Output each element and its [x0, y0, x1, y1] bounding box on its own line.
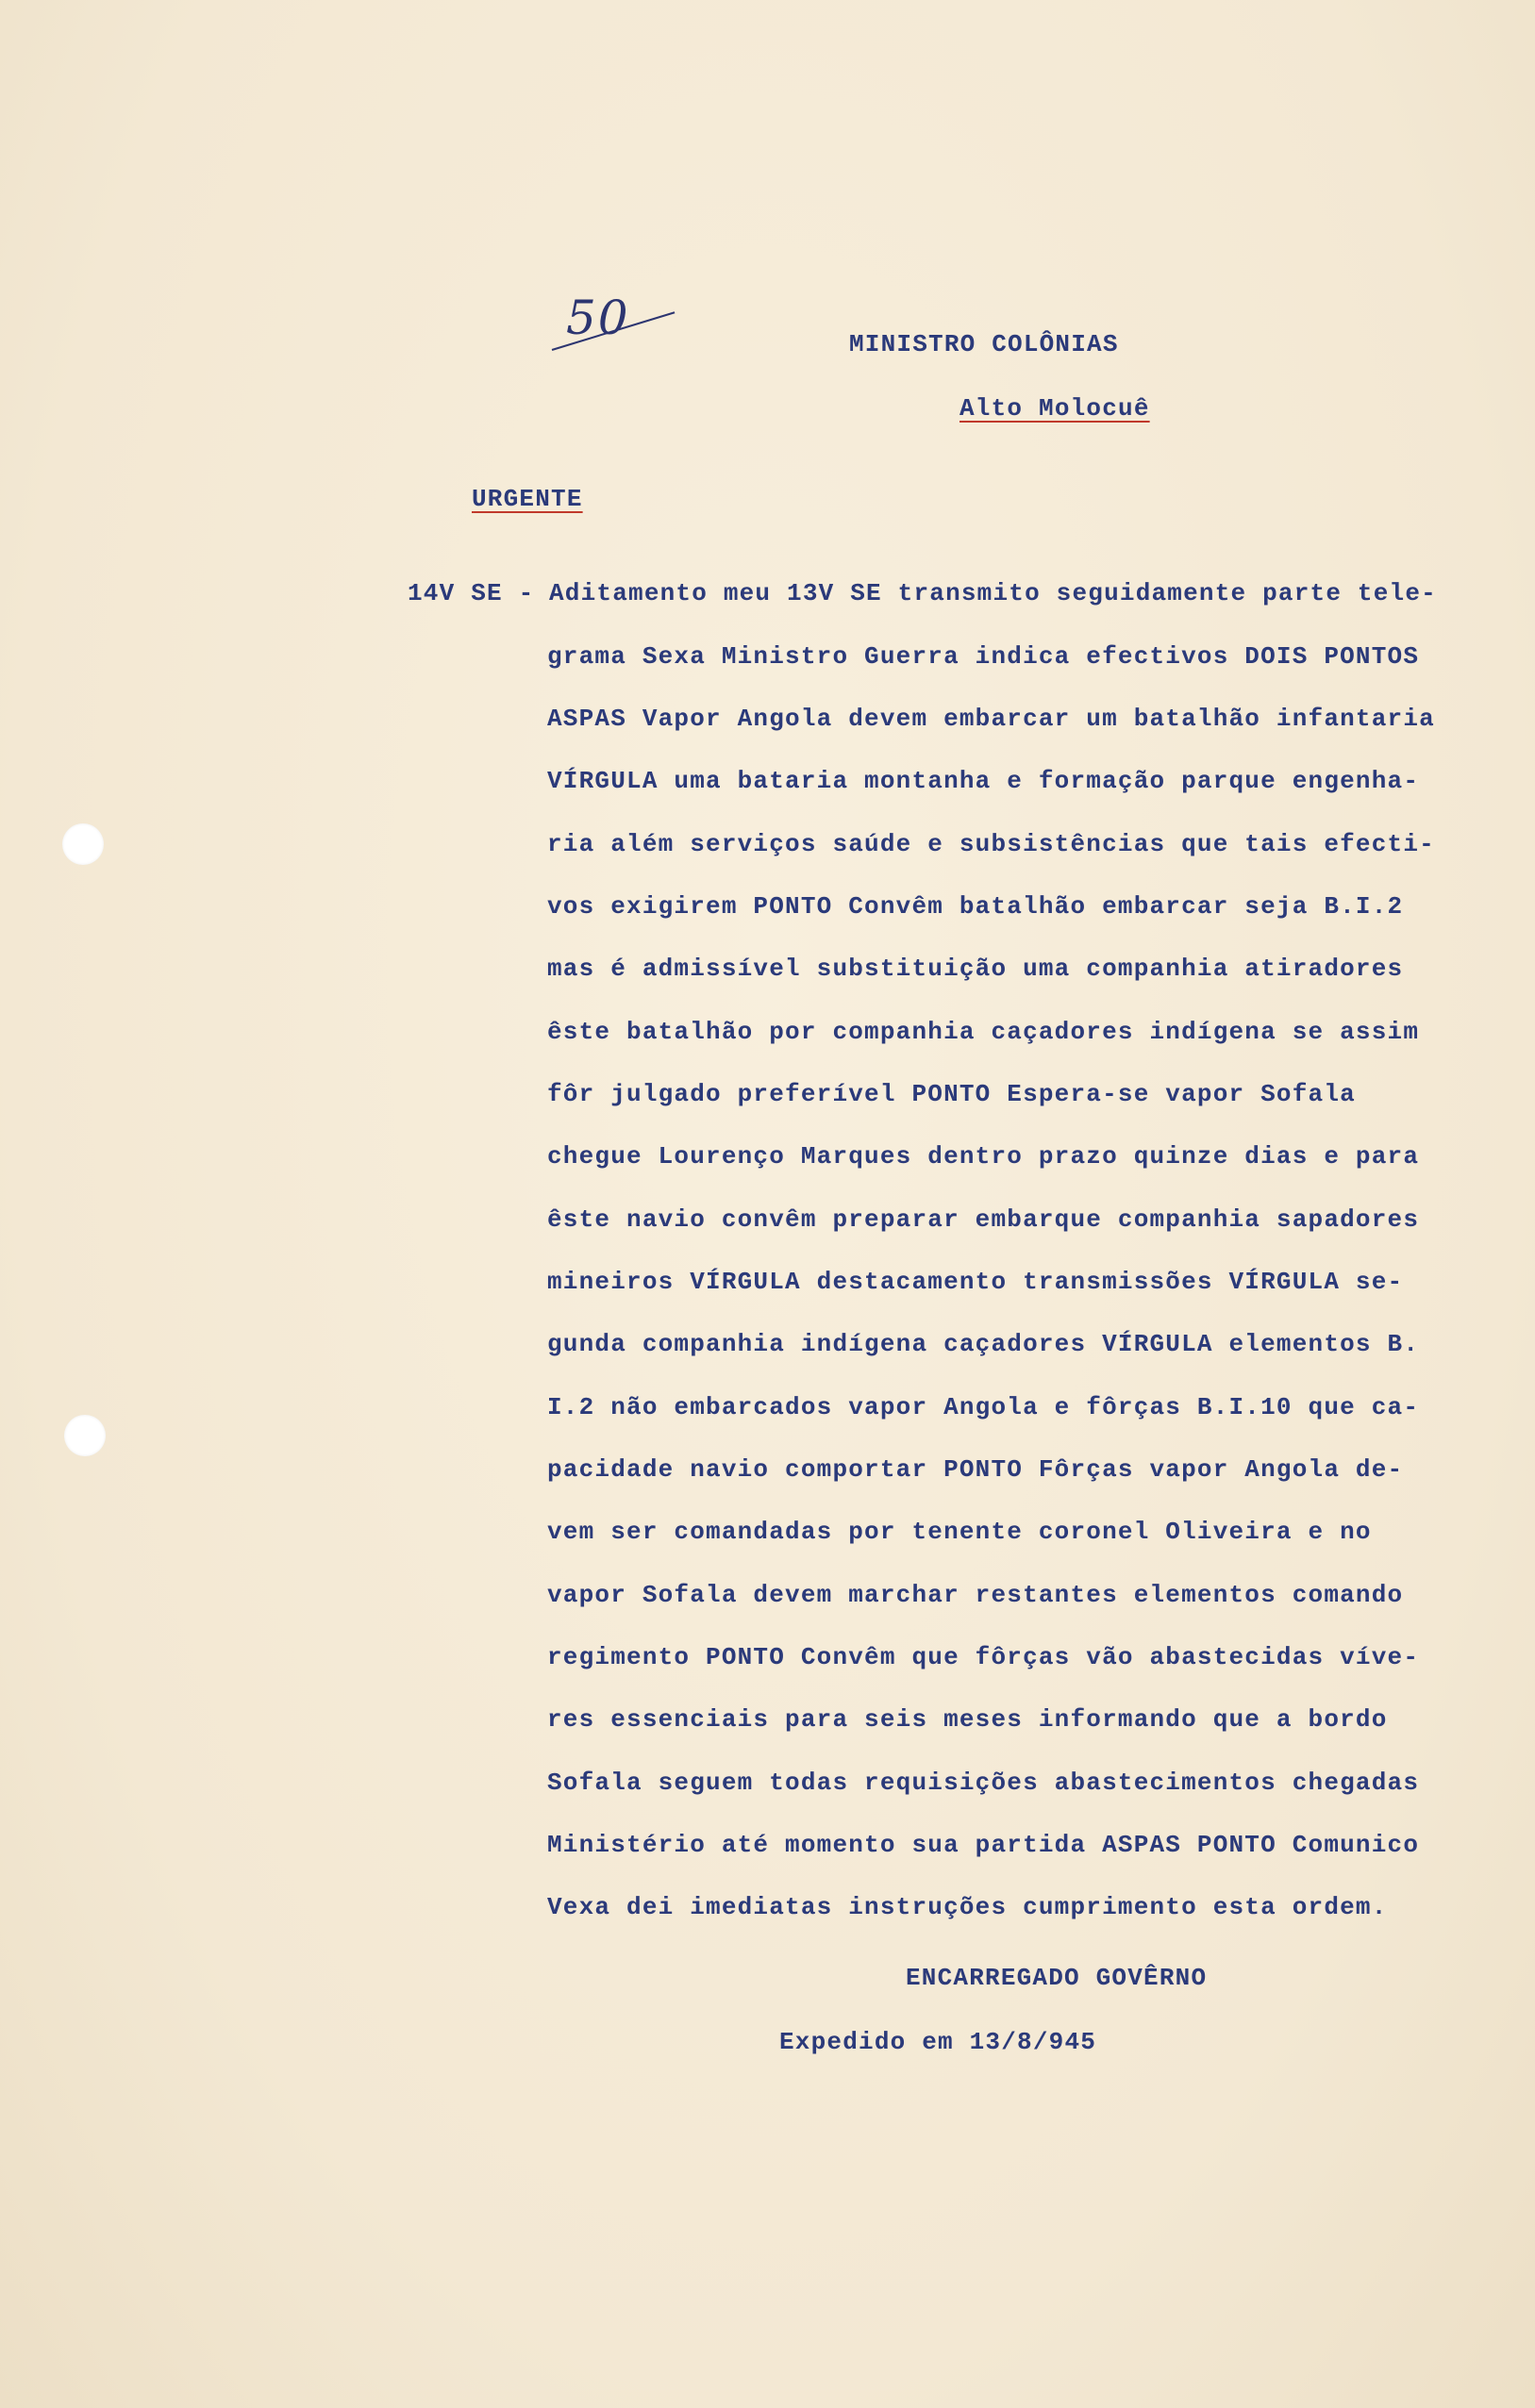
punch-hole-bottom — [64, 1415, 106, 1456]
message-line: fôr julgado preferível PONTO Espera-se vapor Sofala — [547, 1080, 1356, 1108]
message-line: vem ser comandadas por tenente coronel Oliveira e no — [547, 1518, 1372, 1546]
message-line: ASPAS Vapor Angola devem embarcar um batalhão infantaria — [547, 705, 1435, 733]
message-line: êste navio convêm preparar embarque companhia sapadores — [547, 1205, 1420, 1234]
message-line: I.2 não embarcados vapor Angola e fôrças B.I.10 que ca- — [547, 1393, 1420, 1421]
message-line: vapor Sofala devem marchar restantes elementos comando — [547, 1581, 1404, 1609]
message-line: res essenciais para seis meses informando que a bordo — [547, 1705, 1388, 1734]
message-line: gunda companhia indígena caçadores VÍRGULA elementos B. — [547, 1330, 1420, 1358]
message-line: êste batalhão por companhia caçadores indígena se assim — [547, 1018, 1420, 1046]
folio-number: 50 — [566, 291, 630, 345]
message-line: mas é admissível substituição uma companhia atiradores — [547, 955, 1404, 983]
message-line: vos exigirem PONTO Convêm batalhão embarcar seja B.I.2 — [547, 892, 1404, 921]
dispatch-date: Expedido em 13/8/945 — [779, 2028, 1097, 2056]
message-line: regimento PONTO Convêm que fôrças vão abastecidas víve- — [547, 1643, 1420, 1671]
message-line: Aditamento meu 13V SE transmito seguidamente parte tele- — [549, 579, 1437, 607]
message-line: mineiros VÍRGULA destacamento transmissões VÍRGULA se- — [547, 1268, 1404, 1296]
message-line: chegue Lourenço Marques dentro prazo quinze dias e para — [547, 1142, 1420, 1171]
origin-place: Alto Molocuê — [959, 394, 1150, 423]
priority-label: URGENTE — [472, 485, 583, 513]
message-line: Vexa dei imediatas instruções cumprimento esta ordem. — [547, 1893, 1388, 1921]
punch-hole-top — [62, 823, 104, 865]
message-line: ria além serviços saúde e subsistências que tais efecti- — [547, 830, 1435, 858]
message-line: grama Sexa Ministro Guerra indica efectivos DOIS PONTOS — [547, 642, 1420, 671]
message-reference: 14V SE - — [408, 579, 535, 607]
signature: ENCARREGADO GOVÊRNO — [906, 1964, 1208, 1992]
message-line: Ministério até momento sua partida ASPAS PONTO Comunico — [547, 1831, 1420, 1859]
addressee: MINISTRO COLÔNIAS — [849, 330, 1119, 358]
message-line: Sofala seguem todas requisições abastecimentos chegadas — [547, 1769, 1420, 1797]
message-line: VÍRGULA uma bataria montanha e formação parque engenha- — [547, 767, 1420, 795]
message-line: pacidade navio comportar PONTO Fôrças vapor Angola de- — [547, 1455, 1404, 1484]
